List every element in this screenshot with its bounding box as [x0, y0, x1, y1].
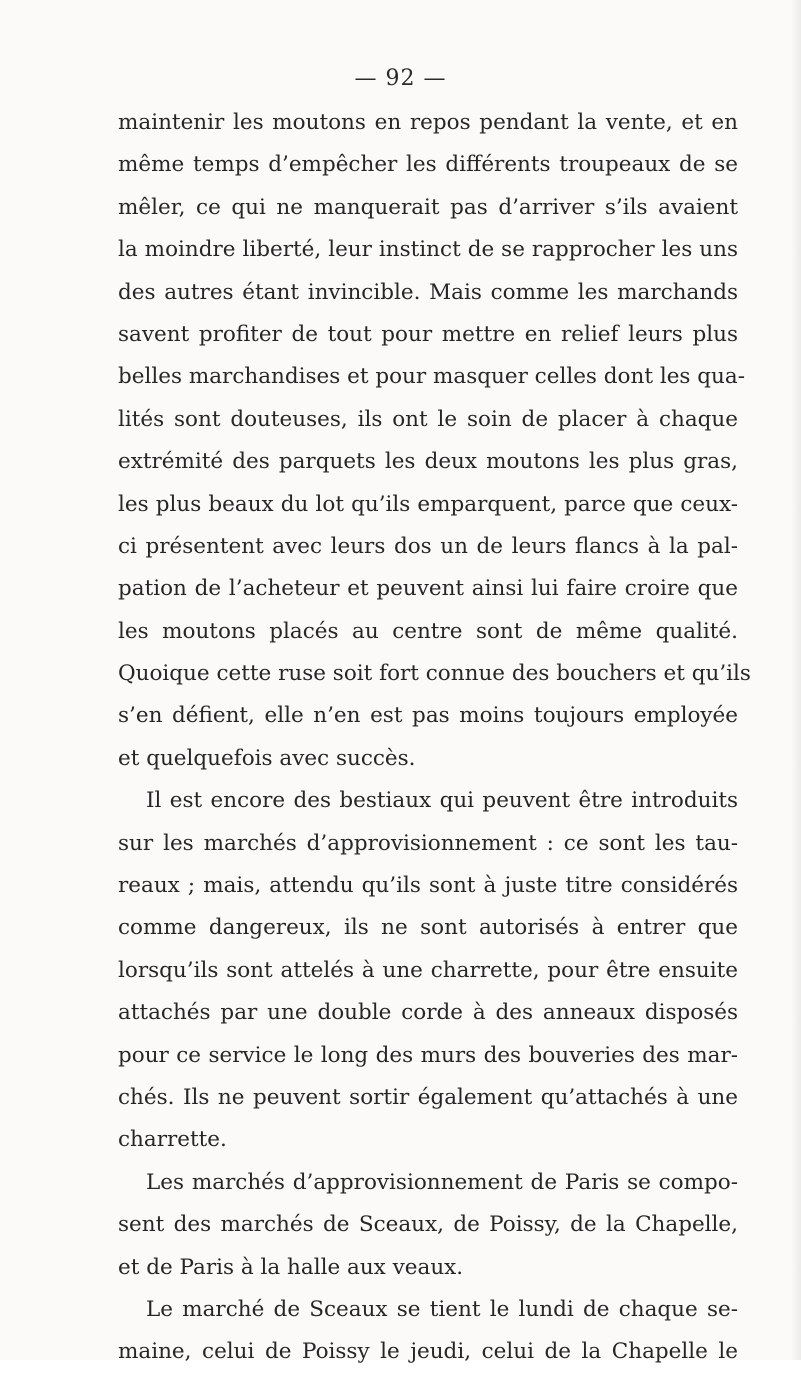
page-number: — 92 —: [354, 66, 447, 91]
text-line: savent profiter de tout pour mettre en relief leurs plus: [118, 321, 738, 347]
text-line: ci présentent avec leurs dos un de leurs flancs à la pal-: [118, 533, 738, 559]
text-line: s’en défient, elle n’en est pas moins toujours employée: [118, 703, 738, 729]
text-line: et de Paris à la halle aux veaux.: [118, 1254, 464, 1280]
text-line: Quoique cette ruse soit fort connue des bouchers et qu’ils: [118, 661, 751, 687]
text-line: maine, celui de Poissy le jeudi, celui de la Chapelle le: [118, 1339, 738, 1365]
text-line: comme dangereux, ils ne sont autorisés à entrer que: [118, 915, 738, 941]
text-line: pour ce service le long des murs des bouveries des mar-: [118, 1042, 738, 1068]
text-line: la moindre liberté, leur instinct de se rapprocher les uns: [118, 237, 738, 263]
text-line: extrémité des parquets les deux moutons les plus gras,: [118, 449, 738, 475]
text-line: lités sont douteuses, ils ont le soin de placer à chaque: [118, 406, 738, 432]
text-line: attachés par une double corde à des anneaux disposés: [118, 1000, 738, 1026]
text-line: même temps d’empêcher les différents troupeaux de se: [118, 152, 738, 178]
text-line: mêler, ce qui ne manquerait pas d’arriver s’ils avaient: [118, 194, 738, 220]
body-text: [118, 102, 751, 1374]
text-line: Les marchés d’approvisionnement de Paris se compo-: [146, 1169, 738, 1195]
text-line: les moutons placés au centre sont de même qualité.: [118, 618, 738, 644]
text-line: lorsqu’ils sont attelés à une charrette, pour être ensuite: [118, 957, 738, 983]
text-line: des autres étant invincible. Mais comme les marchands: [118, 279, 738, 305]
text-line: maintenir les moutons en repos pendant la vente, et en: [118, 110, 738, 135]
text-line: et quelquefois avec succès.: [118, 745, 416, 771]
text-line: sent des marchés de Sceaux, de Poissy, de la Chapelle,: [118, 1212, 738, 1238]
text-line: Le marché de Sceaux se tient le lundi de chaque se-: [146, 1296, 738, 1322]
text-line: chés. Ils ne peuvent sortir également qu’attachés à une: [118, 1084, 738, 1110]
text-line: belles marchandises et pour masquer celles dont les qua-: [118, 364, 745, 390]
text-line: pation de l’acheteur et peuvent ainsi lui faire croire que: [118, 576, 738, 602]
text-line: Il est encore des bestiaux qui peuvent être introduits: [146, 788, 738, 814]
text-line: les plus beaux du lot qu’ils emparquent, parce que ceux-: [118, 491, 738, 517]
text-line: reaux ; mais, attendu qu’ils sont à juste titre considérés: [118, 873, 738, 899]
text-line: charrette.: [118, 1127, 227, 1153]
page-edge-shadow: [791, 0, 801, 1360]
text-line: sur les marchés d’approvisionnement : ce sont les tau-: [118, 830, 738, 856]
